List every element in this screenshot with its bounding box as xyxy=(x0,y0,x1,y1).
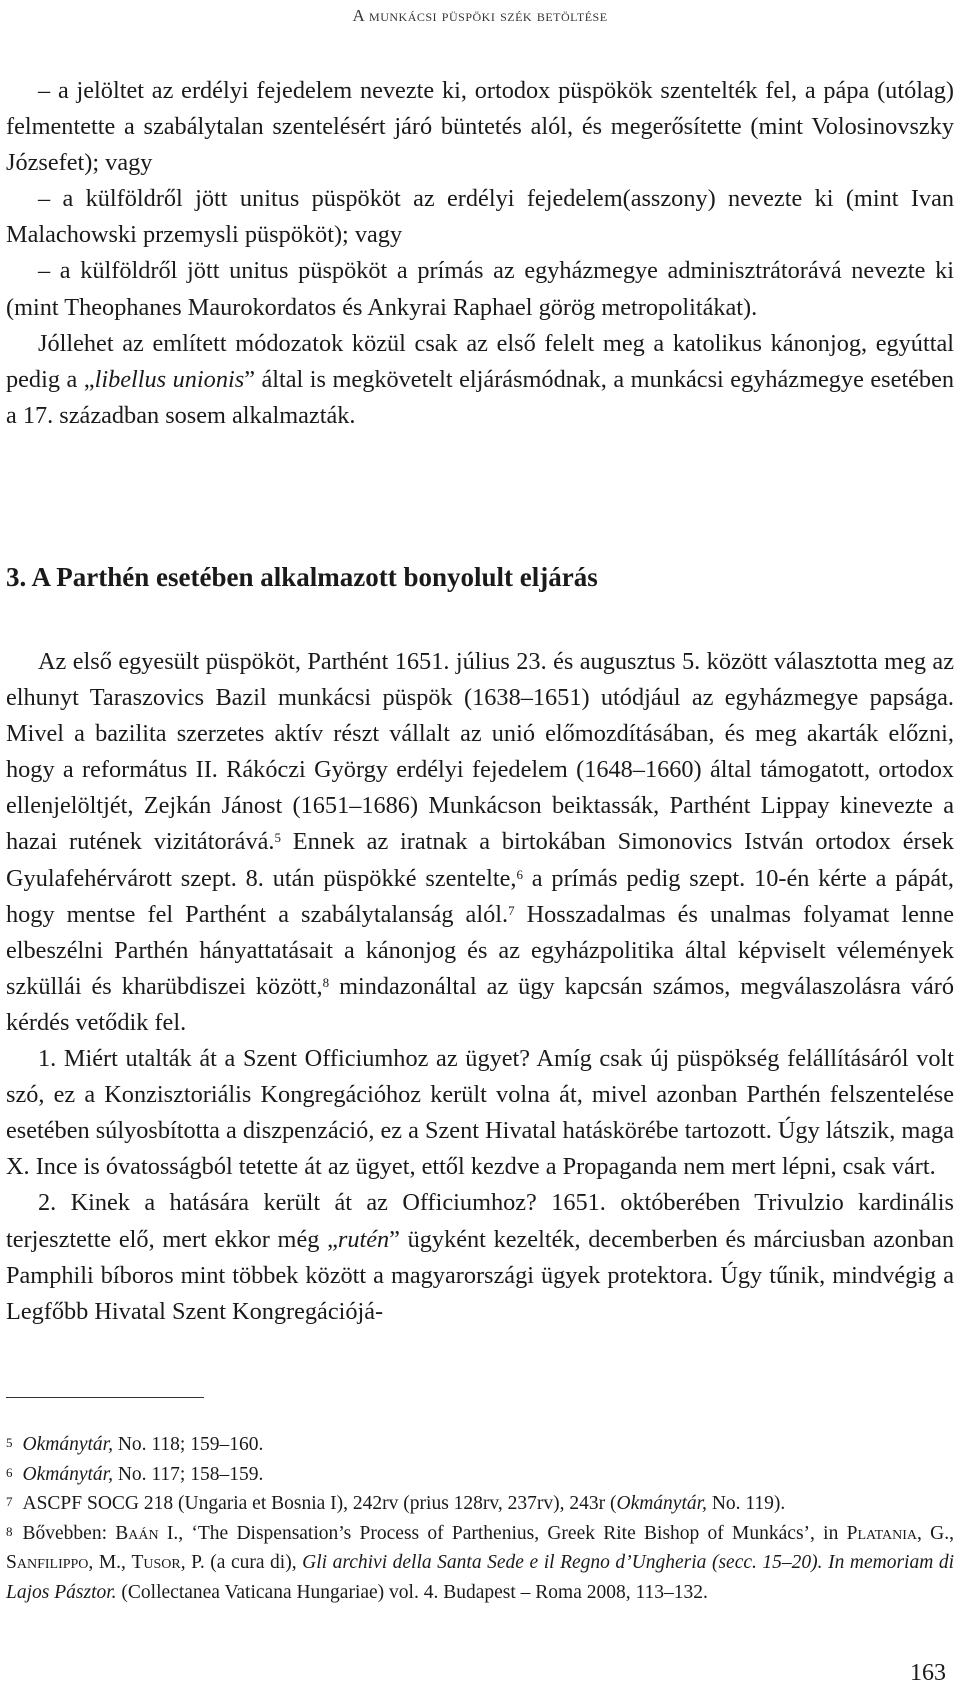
list-item: – a külföldről jött unitus püspököt az erdélyi fejedelem(asszony) nevezte ki (mint Ivan Malachowski przemysli püspököt); vagy xyxy=(6,185,954,249)
main-text-top xyxy=(6,73,954,434)
footnotes xyxy=(6,1430,954,1607)
section-paragraph-2: 1. Miért utalták át a Szent Officiumhoz az ügyet? Amíg csak új püspökség felállításáról volt szó, ez a Konzisztoriális Kongregációhoz került volna át, mivel azonban Parthén felszentelése esetében súlyosbította a diszpenzáció, ez a Szent Hivatal hatáskörébe tartozott. Úgy látszik, maga X. Ince is óvatosságból tetette át az ügyet, ettől kezdve a Propaganda nem mert lépni, csak várt. xyxy=(6,1045,954,1181)
footnote-ref-5[interactable]: 5 xyxy=(274,830,281,846)
footnote-ref-8[interactable]: 8 xyxy=(322,974,330,990)
footnote-6: $^6$ Okmánytár, No. 117; 158–159. xyxy=(6,1463,264,1485)
running-header xyxy=(0,6,960,26)
footnote-7: $^7$ ASCPF SOCG 218 (Ungaria et Bosnia I), 242rv (prius 128rv, 237rv), 243r (Okmánytár, No. 119). xyxy=(6,1493,786,1514)
footnote-ref-7[interactable]: 7 xyxy=(508,902,515,918)
running-header-rest: munkácsi püspöki szék betöltése xyxy=(369,6,608,25)
list-item: – a jelöltet az erdélyi fejedelem nevezte ki, ortodox püspökök szentelték fel, a pápa (utólag) felmentette a szabálytalan szentelésért járó büntetés alól, és megerősítette (mint Volosinovszky Józsefet); vagy xyxy=(6,77,954,177)
page-number: 163 xyxy=(910,1660,946,1686)
footnote-divider xyxy=(6,1397,204,1398)
section-paragraph-3: 2. Kinek a hatására került át az Officiumhoz? 1651. októberében Trivulzio kardinális terjesztette elő, mert ekkor még „rutén” ügyként kezelték, decemberben és márciusban azonban Pamphili bíboros mint többek között a magyarországi ügyek protektora. Úgy tűnik, mindvégig a Legfőbb Hivatal Szent Kongregációjá- xyxy=(6,1189,955,1325)
section-3-text xyxy=(6,644,954,1330)
section-heading: 3. A Parthén esetében alkalmazott bonyolult eljárás xyxy=(6,562,598,592)
list-item: – a külföldről jött unitus püspököt a prímás az egyházmegye adminisztrátorává nevezte ki (mint Theophanes Maurokordatos és Ankyrai Raphael görög metropolitákat). xyxy=(6,257,954,321)
section-paragraph-1: Az első egyesült püspököt, Parthént 1651. július 23. és augusztus 5. között választotta meg az elhunyt Taraszovics Bazil munkácsi püspök (1638–1651) utódjául az egyházmegye papsága. Mivel a bazilita szerzetes aktív részt vállalt az unió előmozdításában, és meg akarták előzni, hogy a református II. Rákóczi György erdélyi fejedelem (1648–1660) által támogatott, ortodox ellenjelöltjét, Zejkán Jánost (1651–1686) Munkácson beiktassák, Parthént Lippay kinevezte a hazai rutének vizitátorává.$^5$ Ennek az iratnak a birtokában Simonovics István ortodox érsek Gyulafehérvárott szept. 8. után püspökké szentelte,$^6$ a prímás pedig szept. 10-én kérte a pápát, hogy mentse fel Parthént a szabálytalanság alól.$^7$ Hosszadalmas és unalmas folyamat lenne elbeszélni Parthén hányattatásait a kánonjog és az egyházpolitika által képviselt vélemények szküllái és kharübdiszei között,$^8$ mindazonáltal az ügy kapcsán számos, megválaszolásra váró kérdés vetődik fel. xyxy=(6,648,955,1036)
intro-paragraph: Jóllehet az említett módozatok közül csak az első felelt meg a katolikus kánonjog, egyúttal pedig a „libellus unionis” által is megkövetelt eljárásmódnak, a munkácsi egyházmegye esetében a 17. században sosem alkalmazták. xyxy=(6,329,955,429)
footnote-8: $^8$ Bővebben: Baán I., ‘The Dispensation’s Process of Parthenius, Greek Rite Bishop of Munkács’, in Platania, G., Sanfilippo, M., Tusor, P. (a cura di), Gli archivi della Santa Sede e il Regno d’Ungheria (secc. 15–20). In memoriam di Lajos Pásztor. (Collectanea Vaticana Hungariae) vol. 4. Budapest – Roma 2008, 113–132. xyxy=(6,1522,954,1603)
running-header-initial: A xyxy=(352,6,365,25)
libellus-unionis-italic: libellus unionis xyxy=(94,365,245,393)
ruten-italic: rutén xyxy=(337,1225,390,1253)
footnote-5: $^5$ Okmánytár, No. 118; 159–160. xyxy=(6,1434,264,1455)
footnote-ref-6[interactable]: 6 xyxy=(516,866,523,882)
